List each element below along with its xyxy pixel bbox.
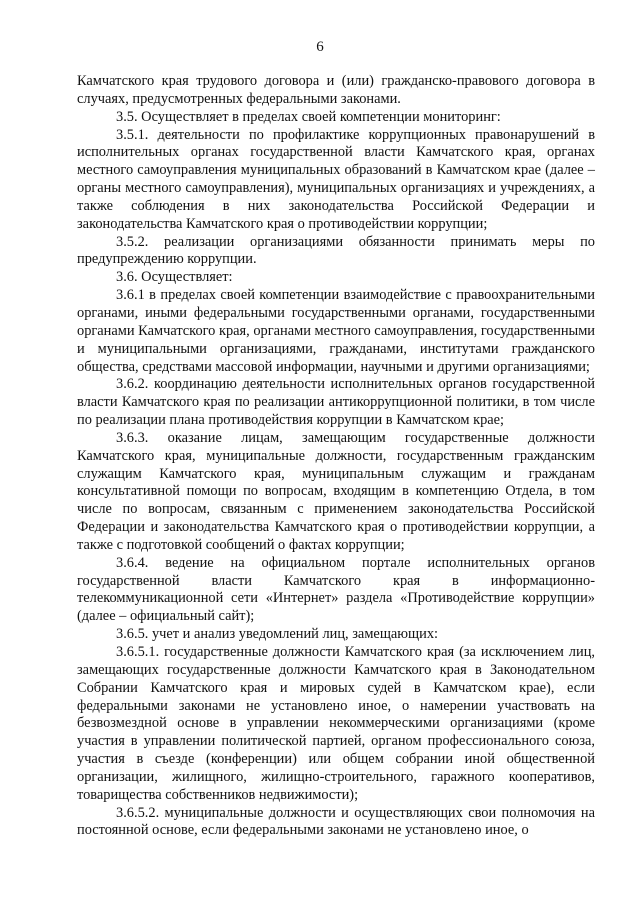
paragraph-3-6-3: 3.6.3. оказание лицам, замещающим государственные должности Камчатского края, муниципальные должности, государственным гражданским служащим Камчатского края, муниципальным служащим и гражданам консультативной помощи по вопросам, входящим в компетенцию Отдела, в том числе по вопросам, связанным с применением законодательства Российской Федерации и законодательства Камчатского края о противодействии коррупции, а также с подготовкой сообщений о фактах коррупции; (77, 429, 595, 553)
paragraph-3-5-1: 3.5.1. деятельности по профилактике коррупционных правонарушений в исполнительных органах государственной власти Камчатского края, органах местного самоуправления муниципальных образований в Камчатском крае (далее – органы местного самоуправления), муниципальных организациях и учреждениях, а также соблюдения в них законодательства Российской Федерации и законодательства Камчатского края о противодействии коррупции; (77, 126, 595, 232)
paragraph-3-6-5-1: 3.6.5.1. государственные должности Камчатского края (за исключением лиц, замещающих государственные должности Камчатского края в Законодательном Собрании Камчатского края и мировых судей в Камчатском крае), если федеральными законами не установлено иное, о намерении участвовать на безвозмездной основе в управлении некоммерческими организациями (кроме участия в управлении политической партией, органом профессионального союза, участия в съезде (конференции) или общем собрании иной общественной организации, жилищного, жилищно-строительного, гаражного кооперативов, товарищества собственников недвижимости); (77, 644, 595, 803)
document-body (77, 73, 595, 840)
paragraph-continuation: Камчатского края трудового договора и (или) гражданско-правового договора в случаях, предусмотренных федеральными законами. (77, 73, 595, 107)
paragraph-3-6-1: 3.6.1 в пределах своей компетенции взаимодействие с правоохранительными органами, иными федеральными государственными органами, государственными органами Камчатского края, органами местного самоуправления, государственными и муниципальными организациями, гражданами, институтами гражданского общества, средствами массовой информации, научными и другими организациями; (77, 287, 596, 375)
paragraph-3-6-5: 3.6.5. учет и анализ уведомлений лиц, замещающих: (116, 626, 439, 643)
paragraph-3-5: 3.5. Осуществляет в пределах своей компетенции мониторинг: (116, 108, 501, 125)
paragraph-3-6-5-2: 3.6.5.2. муниципальные должности и осуществляющих свои полномочия на постоянной основе, если федеральными законами не установлено иное, о (77, 804, 595, 839)
paragraph-3-6: 3.6. Осуществляет: (116, 269, 233, 286)
page-number: 6 (316, 39, 324, 55)
paragraph-3-6-2: 3.6.2. координацию деятельности исполнительных органов государственной власти Камчатского края по реализации антикоррупционной политики, в том числе по реализации плана противодействия коррупции в Камчатском крае; (77, 376, 595, 429)
paragraph-3-6-4: 3.6.4. ведение на официальном портале исполнительных органов государственной власти Камчатского края в информационно-телекоммуникационной сети «Интернет» раздела «Противодействие коррупции» (далее – официальный сайт); (77, 554, 595, 625)
paragraph-3-5-2: 3.5.2. реализации организациями обязанности принимать меры по предупреждению коррупции. (77, 233, 595, 268)
